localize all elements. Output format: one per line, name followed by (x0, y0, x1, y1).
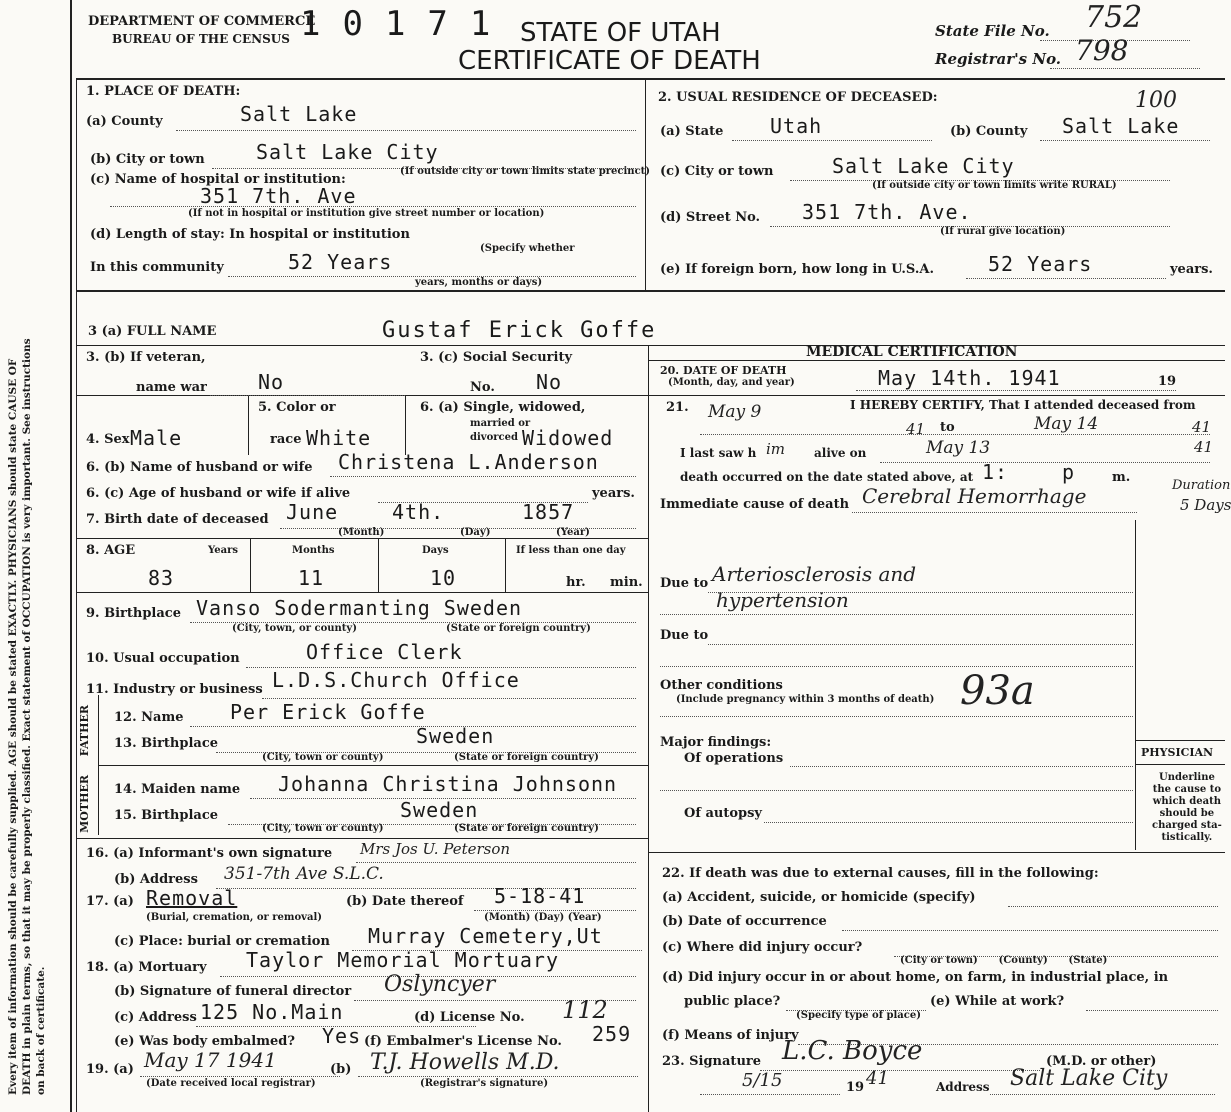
medical-heading: MEDICAL CERTIFICATION (806, 344, 1018, 360)
dod-sub: (Month, day, and year) (668, 377, 795, 388)
res-state-label: (a) State (660, 124, 724, 139)
external-heading: 22. If death was due to external causes, fill in the following: (662, 866, 1099, 881)
registrar-label: Registrar's No. (935, 50, 1062, 68)
ss-value: No (536, 370, 563, 394)
veteran-label: 3. (b) If veteran, (86, 350, 206, 365)
full-name-label: 3 (a) FULL NAME (88, 324, 217, 339)
days-header: Days (422, 545, 449, 556)
director-label: (b) Signature of funeral director (114, 984, 352, 999)
registrar-header: (Registrar's signature) (420, 1078, 549, 1089)
father-birthplace-value: Sweden (416, 724, 495, 748)
hospital-note: (If not in hospital or institution give street number or location) (188, 208, 545, 219)
certify-text: I HEREBY CERTIFY, That I attended deceased from (850, 398, 1196, 412)
age-label: 8. AGE (86, 543, 136, 558)
war-label: name war (136, 380, 207, 395)
attend-from: May 9 (708, 402, 762, 422)
res-street-value: 351 7th. Ave. (802, 200, 972, 224)
sex-label: 4. Sex (86, 432, 130, 447)
external-d2: public place? (684, 994, 781, 1009)
attend-year-b: 41 (1192, 418, 1212, 436)
foreign-value: 52 Years (988, 252, 1093, 276)
specify-note: (Specify whether (480, 243, 575, 254)
underline-note-4: should be (1159, 808, 1215, 819)
removal-date-label: (b) Date thereof (346, 894, 464, 909)
state-foreign-header: (State or foreign country) (446, 623, 591, 634)
race-label: race (270, 432, 302, 447)
embalmed-label: (e) Was body embalmed? (114, 1034, 295, 1049)
res-city-note: (If outside city or town limits write RURAL) (872, 180, 1117, 191)
dod-label: 20. DATE OF DEATH (660, 364, 787, 377)
physician-signature: L.C. Boyce (782, 1036, 923, 1066)
city-county-header: (City, town, or county) (232, 623, 357, 634)
years-header: Years (208, 545, 239, 556)
mother-city-header: (City, town or county) (262, 823, 384, 834)
immediate-value: Cerebral Hemorrhage (862, 484, 1087, 508)
external-a: (a) Accident, suicide, or homicide (specify) (662, 890, 976, 905)
birthplace-value: Vanso Sodermanting Sweden (196, 596, 523, 620)
mother-birthplace-value: Sweden (400, 798, 479, 822)
occupation-value: Office Clerk (306, 640, 463, 664)
sex-value: Male (130, 426, 183, 450)
county-label: (a) County (86, 114, 163, 129)
external-d: (d) Did injury occur in or about home, on farm, in industrial place, in (662, 970, 1169, 985)
units-note: years, months or days) (415, 277, 543, 288)
received-date: May 17 1941 (144, 1048, 277, 1072)
burial-place-label: (c) Place: burial or cremation (114, 934, 330, 949)
time-hour: 1: (982, 460, 1009, 484)
embalmer-license-label: (f) Embalmer's License No. (364, 1034, 562, 1049)
marital-value: Widowed (522, 426, 614, 450)
full-name-value: Gustaf Erick Goffe (382, 318, 657, 343)
father-city-header: (City, town or county) (262, 752, 384, 763)
underline-note-5: charged sta- (1152, 820, 1222, 831)
removal-label: 17. (a) (86, 894, 134, 909)
veteran-value: No (258, 370, 285, 394)
underline-note-6: tistically. (1161, 832, 1213, 843)
underline-note-1: Underline (1158, 772, 1215, 783)
divorced-label: divorced (470, 432, 518, 443)
informant-address-label: (b) Address (114, 872, 198, 887)
underline-note-3: which death (1152, 796, 1222, 807)
dod-19: 19 (1158, 374, 1177, 389)
birth-label: 7. Birth date of deceased (86, 512, 269, 527)
birth-year: 1857 (522, 500, 575, 524)
underline-note (1152, 772, 1222, 844)
state-file-value: 752 (1085, 0, 1143, 35)
certificate-number: 10171 (300, 4, 513, 44)
certificate-title: CERTIFICATE OF DEATH (458, 46, 761, 76)
other-conditions-note: (Include pregnancy within 3 months of death) (676, 694, 935, 705)
birthplace-label: 9. Birthplace (86, 606, 181, 621)
underline-note-2: the cause to (1152, 784, 1222, 795)
industry-value: L.D.S.Church Office (272, 668, 520, 692)
side-instructions-3 (34, 95, 96, 1095)
duration-value: 5 Days (1180, 496, 1231, 514)
cert-21-label: 21. (666, 400, 689, 415)
father-state-header: (State or foreign country) (454, 752, 599, 763)
informant-sig-label: 16. (a) Informant's own signature (86, 846, 333, 861)
marital-label-2: married or (470, 418, 531, 429)
father-tag: FATHER (78, 705, 91, 757)
res-street-label: (d) Street No. (660, 210, 761, 225)
attend-to: May 14 (1034, 414, 1099, 434)
signature-year-prefix: 19 (846, 1080, 865, 1095)
external-b: (b) Date of occurrence (662, 914, 827, 929)
age-months: 11 (298, 566, 325, 590)
stay-label: (d) Length of stay: In hospital or institution (90, 227, 410, 242)
removal-header: (Burial, cremation, or removal) (146, 912, 322, 923)
mother-name-value: Johanna Christina Johnsonn (278, 772, 618, 796)
operations-label: Of operations (684, 751, 784, 766)
margin-note: 100 (1135, 88, 1177, 113)
attend-to-label: to (940, 420, 955, 435)
other-conditions-label: Other conditions (660, 678, 783, 693)
marital-label: 6. (a) Single, widowed, (420, 400, 586, 415)
last-saw-date: May 13 (926, 438, 991, 458)
side-line-2: DEATH in plain terms, so that it may be properly classified. Exact statement of OCCUPATION is very important. See instructions (21, 338, 33, 1095)
director-signature: Oslyncyer (384, 972, 496, 997)
bureau-label: BUREAU OF THE CENSUS (112, 32, 290, 46)
signature-address-label: Address (936, 1080, 990, 1094)
due1-value-b: hypertension (716, 588, 849, 612)
mother-birthplace-label: 15. Birthplace (114, 808, 219, 823)
duration-label: Duration (1172, 478, 1231, 493)
dod-value: May 14th. 1941 (878, 366, 1061, 390)
color-label: 5. Color or (258, 400, 336, 415)
signature-address: Salt Lake City (1010, 1066, 1168, 1091)
county-value: Salt Lake (240, 102, 358, 126)
external-e: (e) While at work? (930, 994, 1065, 1009)
last-saw-year: 41 (1194, 438, 1214, 456)
res-city-label: (c) City or town (660, 164, 774, 179)
received-header: (Date received local registrar) (146, 1078, 316, 1089)
race-value: White (306, 426, 372, 450)
community-label: In this community (90, 260, 224, 275)
month-header: (Month) (338, 527, 385, 538)
res-street-note: (If rural give location) (940, 226, 1066, 237)
license-label: (d) License No. (414, 1010, 525, 1025)
registrar-signature: T.J. Howells M.D. (370, 1050, 560, 1075)
birth-month: June (286, 500, 339, 524)
signature-label: 23. Signature (662, 1054, 762, 1069)
birth-day: 4th. (392, 500, 445, 524)
occurred-label: death occurred on the date stated above, at (680, 470, 974, 484)
city-value: Salt Lake City (256, 140, 439, 164)
res-county-value: Salt Lake (1062, 114, 1180, 138)
less-day-header: If less than one day (516, 545, 626, 556)
mortuary-address-value: 125 No.Main (200, 1000, 344, 1024)
dept-label: DEPARTMENT OF COMMERCE (88, 14, 316, 29)
mother-state-header: (State or foreign country) (454, 823, 599, 834)
months-header: Months (292, 545, 335, 556)
signature-date: 5/15 (742, 1070, 783, 1091)
m-label: m. (1112, 470, 1131, 485)
embalmed-value: Yes (322, 1024, 362, 1048)
major-findings-label: Major findings: (660, 735, 772, 750)
hospital-label: (c) Name of hospital or institution: (90, 172, 346, 187)
due1-label: Due to (660, 576, 709, 591)
spouse-age-label: 6. (c) Age of husband or wife if alive (86, 486, 351, 501)
alive-on-label: alive on (814, 446, 867, 460)
hospital-value: 351 7th. Ave (200, 184, 357, 208)
state-title: STATE OF UTAH (520, 18, 721, 48)
age-days: 10 (430, 566, 457, 590)
mother-name-label: 14. Maiden name (114, 782, 241, 797)
external-c: (c) Where did injury occur? (662, 940, 863, 955)
city-label: (b) City or town (90, 152, 205, 167)
day-header: (Day) (460, 527, 491, 538)
mortuary-address-label: (c) Address (114, 1010, 197, 1025)
external-d-header: (Specify type of place) (796, 1010, 921, 1021)
ss-label: 3. (c) Social Security (420, 350, 573, 365)
foreign-unit: years. (1170, 262, 1213, 277)
license-value: 112 (562, 996, 608, 1024)
ss-no-label: No. (470, 380, 495, 395)
md-label: (M.D. or other) (1046, 1054, 1157, 1069)
last-saw-label: I last saw h (680, 446, 757, 460)
immediate-label: Immediate cause of death (660, 497, 850, 512)
attend-year-a: 41 (906, 420, 926, 438)
res-city-value: Salt Lake City (832, 154, 1015, 178)
autopsy-label: Of autopsy (684, 806, 762, 821)
embalmer-license-value: 259 (592, 1022, 632, 1046)
father-birthplace-label: 13. Birthplace (114, 736, 219, 751)
mother-tag: MOTHER (78, 775, 91, 833)
side-line-1: Every item of information should be carefully supplied. AGE should be stated EXACTLY. PHYSICIANS should state CAUSE OF (7, 358, 19, 1095)
occupation-label: 10. Usual occupation (86, 651, 240, 666)
time-ampm: p (1062, 460, 1076, 484)
spouse-age-unit: years. (592, 486, 635, 501)
signature-year: 41 (866, 1068, 889, 1089)
year-header: (Year) (556, 527, 590, 538)
registrar-value: 798 (1075, 34, 1129, 67)
father-name-value: Per Erick Goffe (230, 700, 426, 724)
due1-value: Arteriosclerosis and (712, 562, 917, 586)
mortuary-label: 18. (a) Mortuary (86, 960, 207, 975)
due2-label: Due to (660, 628, 709, 643)
industry-label: 11. Industry or business (86, 682, 263, 697)
last-saw-pronoun: im (766, 440, 786, 458)
res-state-value: Utah (770, 114, 823, 138)
informant-signature: Mrs Jos U. Peterson (360, 840, 511, 858)
received-label: 19. (a) (86, 1062, 134, 1077)
city-note: (If outside city or town limits state precinct) (400, 166, 651, 177)
spouse-label: 6. (b) Name of husband or wife (86, 460, 313, 475)
res-county-label: (b) County (950, 124, 1028, 139)
father-name-label: 12. Name (114, 710, 184, 725)
community-value: 52 Years (288, 250, 393, 274)
physician-label: PHYSICIAN (1141, 746, 1214, 759)
residence-heading: 2. USUAL RESIDENCE OF DECEASED: (658, 90, 938, 105)
removal-value: Removal (146, 886, 238, 910)
side-line-3: on back of certificate. (35, 966, 47, 1095)
min-label: min. (610, 575, 643, 590)
informant-address-value: 351-7th Ave S.L.C. (224, 864, 384, 884)
other-code: 93a (960, 668, 1035, 714)
spouse-value: Christena L.Anderson (338, 450, 599, 474)
age-years: 83 (148, 566, 175, 590)
place-of-death-heading: 1. PLACE OF DEATH: (86, 84, 241, 99)
registrar-b-label: (b) (330, 1062, 352, 1077)
foreign-label: (e) If foreign born, how long in U.S.A. (660, 262, 934, 277)
state-file-label: State File No. (935, 22, 1050, 40)
burial-place-value: Murray Cemetery,Ut (368, 924, 603, 948)
external-c-header: (City or town) (County) (State) (900, 955, 1108, 966)
mortuary-value: Taylor Memorial Mortuary (246, 948, 559, 972)
external-f: (f) Means of injury (662, 1028, 799, 1043)
hr-label: hr. (566, 575, 586, 590)
removal-date-value: 5-18-41 (494, 884, 586, 908)
removal-date-header: (Month) (Day) (Year) (484, 912, 602, 923)
